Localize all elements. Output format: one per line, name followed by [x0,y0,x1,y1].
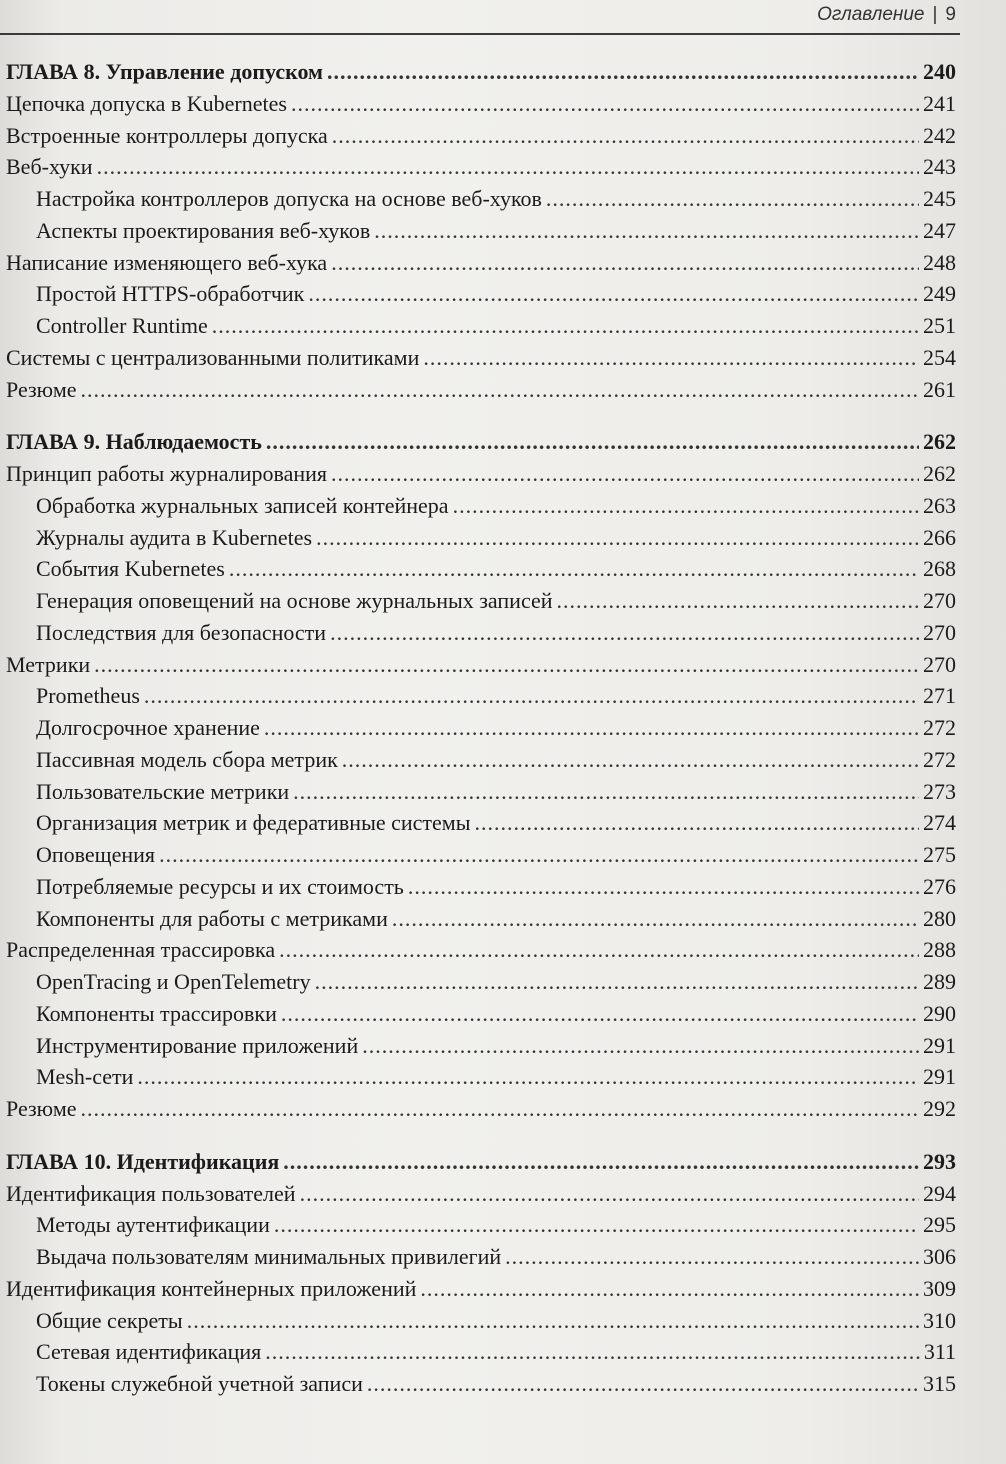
toc-subentry[interactable] [6,744,956,776]
toc-entry-title: OpenTracing и OpenTelemetry [36,969,311,994]
toc-entry-title: Аспекты проектирования веб-хуков [36,217,371,243]
toc-chapter-title: ГЛАВА 9. Наблюдаемость [6,429,262,455]
toc-page-number: 272 [923,746,956,772]
toc-page-number: 262 [923,461,956,486]
toc-entry-title: Резюме [6,376,77,402]
toc-page-number: 274 [923,810,956,836]
chapter-gap [6,1125,956,1146]
dot-leader [408,871,919,903]
toc-entry-title: Системы с централизованными политиками [6,344,420,370]
toc-page-number: 306 [923,1244,956,1269]
toc-page-number: 242 [923,122,956,148]
toc-page-number: 248 [923,249,956,275]
toc-subentry[interactable] [6,998,956,1030]
dot-leader [505,1241,919,1273]
toc-page-number: 241 [923,90,956,116]
dot-leader [283,1146,919,1178]
toc-entry-title: Оповещения [36,842,156,867]
toc-chapter-heading[interactable] [6,426,956,458]
toc-entry-title: Идентификация пользователей [6,1180,296,1206]
toc-entry-title: Controller Runtime [36,313,208,338]
toc-page-number: 309 [923,1275,956,1301]
dot-leader [264,712,919,744]
toc-entry[interactable] [6,342,956,374]
toc-entry-title: Встроенные контроллеры допуска [6,122,328,148]
toc-subentry[interactable] [6,310,956,342]
toc-entry-title: Обработка журнальных записей контейнера [36,492,449,518]
table-of-contents [6,56,956,1400]
toc-subentry[interactable] [6,807,956,839]
toc-entry-title: Общие секреты [36,1307,183,1333]
dot-leader [362,1030,919,1062]
toc-page-number: 315 [923,1371,956,1396]
toc-entry[interactable] [6,1178,956,1210]
toc-subentry[interactable] [6,1241,956,1273]
toc-subentry[interactable] [6,776,956,808]
dot-leader [367,1368,919,1400]
dot-leader [420,1273,919,1305]
toc-entry-title: Сетевая идентификация [36,1339,262,1365]
toc-page-number: 292 [923,1096,956,1121]
toc-entry-title: Компоненты для работы с метриками [36,905,388,931]
toc-entry-title: Организация метрик и федеративные системы [36,810,471,836]
dot-leader [274,1209,919,1241]
chapter-gap [6,405,956,426]
dot-leader [392,903,919,935]
toc-page-number: 240 [923,59,956,84]
toc-subentry[interactable] [6,278,956,310]
toc-subentry[interactable] [6,871,956,903]
toc-subentry[interactable] [6,183,956,215]
toc-entry-title: Токены служебной учетной записи [36,1371,363,1396]
toc-page-number: 289 [923,969,956,994]
toc-page-number: 270 [923,588,956,613]
dot-leader [315,966,919,998]
toc-entry-title: События Kubernetes [36,556,225,582]
toc-entry-title: Веб-хуки [6,154,93,180]
toc-page-number: 275 [923,842,956,867]
toc-entry[interactable] [6,247,956,279]
toc-page-number: 263 [923,492,956,518]
toc-entry-title: Потребляемые ресурсы и их стоимость [36,873,404,899]
toc-entry[interactable] [6,151,956,183]
toc-entry-title: Простой HTTPS-обработчик [36,281,305,307]
toc-page-number: 276 [923,873,956,899]
toc-page-number: 271 [923,683,956,709]
dot-leader [557,585,919,617]
toc-page-number: 294 [923,1180,956,1206]
toc-entry-title: Идентификация контейнерных приложений [6,1275,417,1301]
toc-page-number: 245 [923,186,956,211]
toc-page-number: 288 [923,937,956,963]
toc-subentry[interactable] [6,522,956,554]
toc-entry-title: Методы аутентификации [36,1212,270,1238]
toc-page-number: 261 [923,376,956,402]
toc-subentry[interactable] [6,553,956,585]
dot-leader [300,1178,919,1210]
toc-page-number: 251 [923,313,956,338]
toc-page-number: 293 [923,1148,956,1174]
toc-page-number: 270 [923,651,956,677]
toc-subentry[interactable] [6,1368,956,1400]
dot-leader [342,744,919,776]
dot-leader [212,310,919,342]
running-head-page-number: 9 [945,4,956,25]
dot-leader [229,553,919,585]
dot-leader [331,458,919,490]
toc-page-number: 268 [923,556,956,582]
header-rule [0,33,960,35]
toc-page-number: 272 [923,715,956,740]
toc-page-number: 291 [923,1032,956,1058]
toc-entry[interactable] [6,1093,956,1125]
toc-entry[interactable] [6,374,956,406]
toc-subentry[interactable] [6,585,956,617]
toc-entry-title: Настройка контроллеров допуска на основе веб-хуков [36,186,542,211]
toc-entry-title: Долгосрочное хранение [36,715,260,740]
dot-leader [374,215,919,247]
toc-subentry[interactable] [6,712,956,744]
toc-page-number: 249 [923,281,956,307]
toc-entry[interactable] [6,458,956,490]
toc-page-number: 262 [923,429,956,455]
toc-subentry[interactable] [6,215,956,247]
toc-entry-title: Резюме [6,1096,77,1121]
toc-subentry[interactable] [6,1061,956,1093]
toc-page-number: 310 [923,1307,956,1333]
toc-subentry[interactable] [6,839,956,871]
toc-entry-title: Принцип работы журналирования [6,461,328,486]
toc-entry[interactable] [6,120,956,152]
toc-page-number: 270 [923,619,956,645]
toc-entry-title: Написание изменяющего веб-хука [6,249,328,275]
toc-chapter-title: ГЛАВА 8. Управление допуском [6,59,324,84]
dot-leader [144,680,919,712]
toc-entry-title: Пассивная модель сбора метрик [36,746,338,772]
toc-entry-title: Инструментирование приложений [36,1032,359,1058]
toc-subentry[interactable] [6,1209,956,1241]
toc-subentry[interactable] [6,617,956,649]
dot-leader [266,426,919,458]
running-head-title: Оглавление [817,4,925,25]
toc-subentry[interactable] [6,1030,956,1062]
toc-page-number: 266 [923,524,956,550]
toc-page-number: 254 [923,344,956,370]
toc-subentry[interactable] [6,966,956,998]
toc-entry[interactable] [6,88,956,120]
dot-leader [327,56,919,88]
toc-page-number: 295 [923,1212,956,1238]
toc-page-number: 243 [923,154,956,180]
toc-subentry[interactable] [6,1305,956,1337]
dot-leader [265,1336,920,1368]
toc-entry[interactable] [6,649,956,681]
toc-entry-title: Компоненты трассировки [36,1000,277,1026]
dot-leader [81,1093,919,1125]
toc-entry-title: Журналы аудита в Kubernetes [36,524,313,550]
dot-leader [293,776,919,808]
dot-leader [94,649,919,681]
dot-leader [281,998,919,1030]
toc-entry[interactable] [6,934,956,966]
dot-leader [453,490,919,522]
toc-page-number: 280 [923,905,956,931]
toc-chapter-heading[interactable] [6,1146,956,1178]
dot-leader [316,522,919,554]
dot-leader [331,247,919,279]
dot-leader [308,278,919,310]
dot-leader [97,151,919,183]
dot-leader [423,342,919,374]
dot-leader [137,1061,919,1093]
toc-entry-title: Последствия для безопасности [36,619,327,645]
dot-leader [330,617,919,649]
toc-entry-title: Пользовательские метрики [36,778,290,804]
toc-entry-title: Метрики [6,651,91,677]
toc-entry-title: Цепочка допуска в Kubernetes [6,90,287,116]
toc-entry-title: Распределенная трассировка [6,937,276,963]
dot-leader [159,839,919,871]
toc-entry[interactable] [6,1273,956,1305]
toc-page-number: 290 [923,1000,956,1026]
toc-subentry[interactable] [6,903,956,935]
toc-entry-title: Генерация оповещений на основе журнальных записей [36,588,553,613]
toc-subentry[interactable] [6,1336,956,1368]
toc-entry-title: Выдача пользователям минимальных привилегий [36,1244,502,1269]
dot-leader [475,807,919,839]
toc-page-number: 291 [923,1064,956,1090]
toc-subentry[interactable] [6,680,956,712]
toc-page-number: 247 [923,217,956,243]
toc-entry-title: Mesh-сети [36,1064,134,1090]
toc-subentry[interactable] [6,490,956,522]
running-head-separator: | [932,4,938,25]
dot-leader [291,88,919,120]
dot-leader [187,1305,919,1337]
toc-chapter-title: ГЛАВА 10. Идентификация [6,1148,280,1174]
dot-leader [332,120,919,152]
toc-page-number: 311 [923,1339,956,1365]
toc-entry-title: Prometheus [36,683,140,709]
dot-leader [81,374,919,406]
dot-leader [546,183,919,215]
running-head [817,4,956,26]
toc-page-number: 273 [923,778,956,804]
dot-leader [279,934,919,966]
toc-chapter-heading[interactable] [6,56,956,88]
